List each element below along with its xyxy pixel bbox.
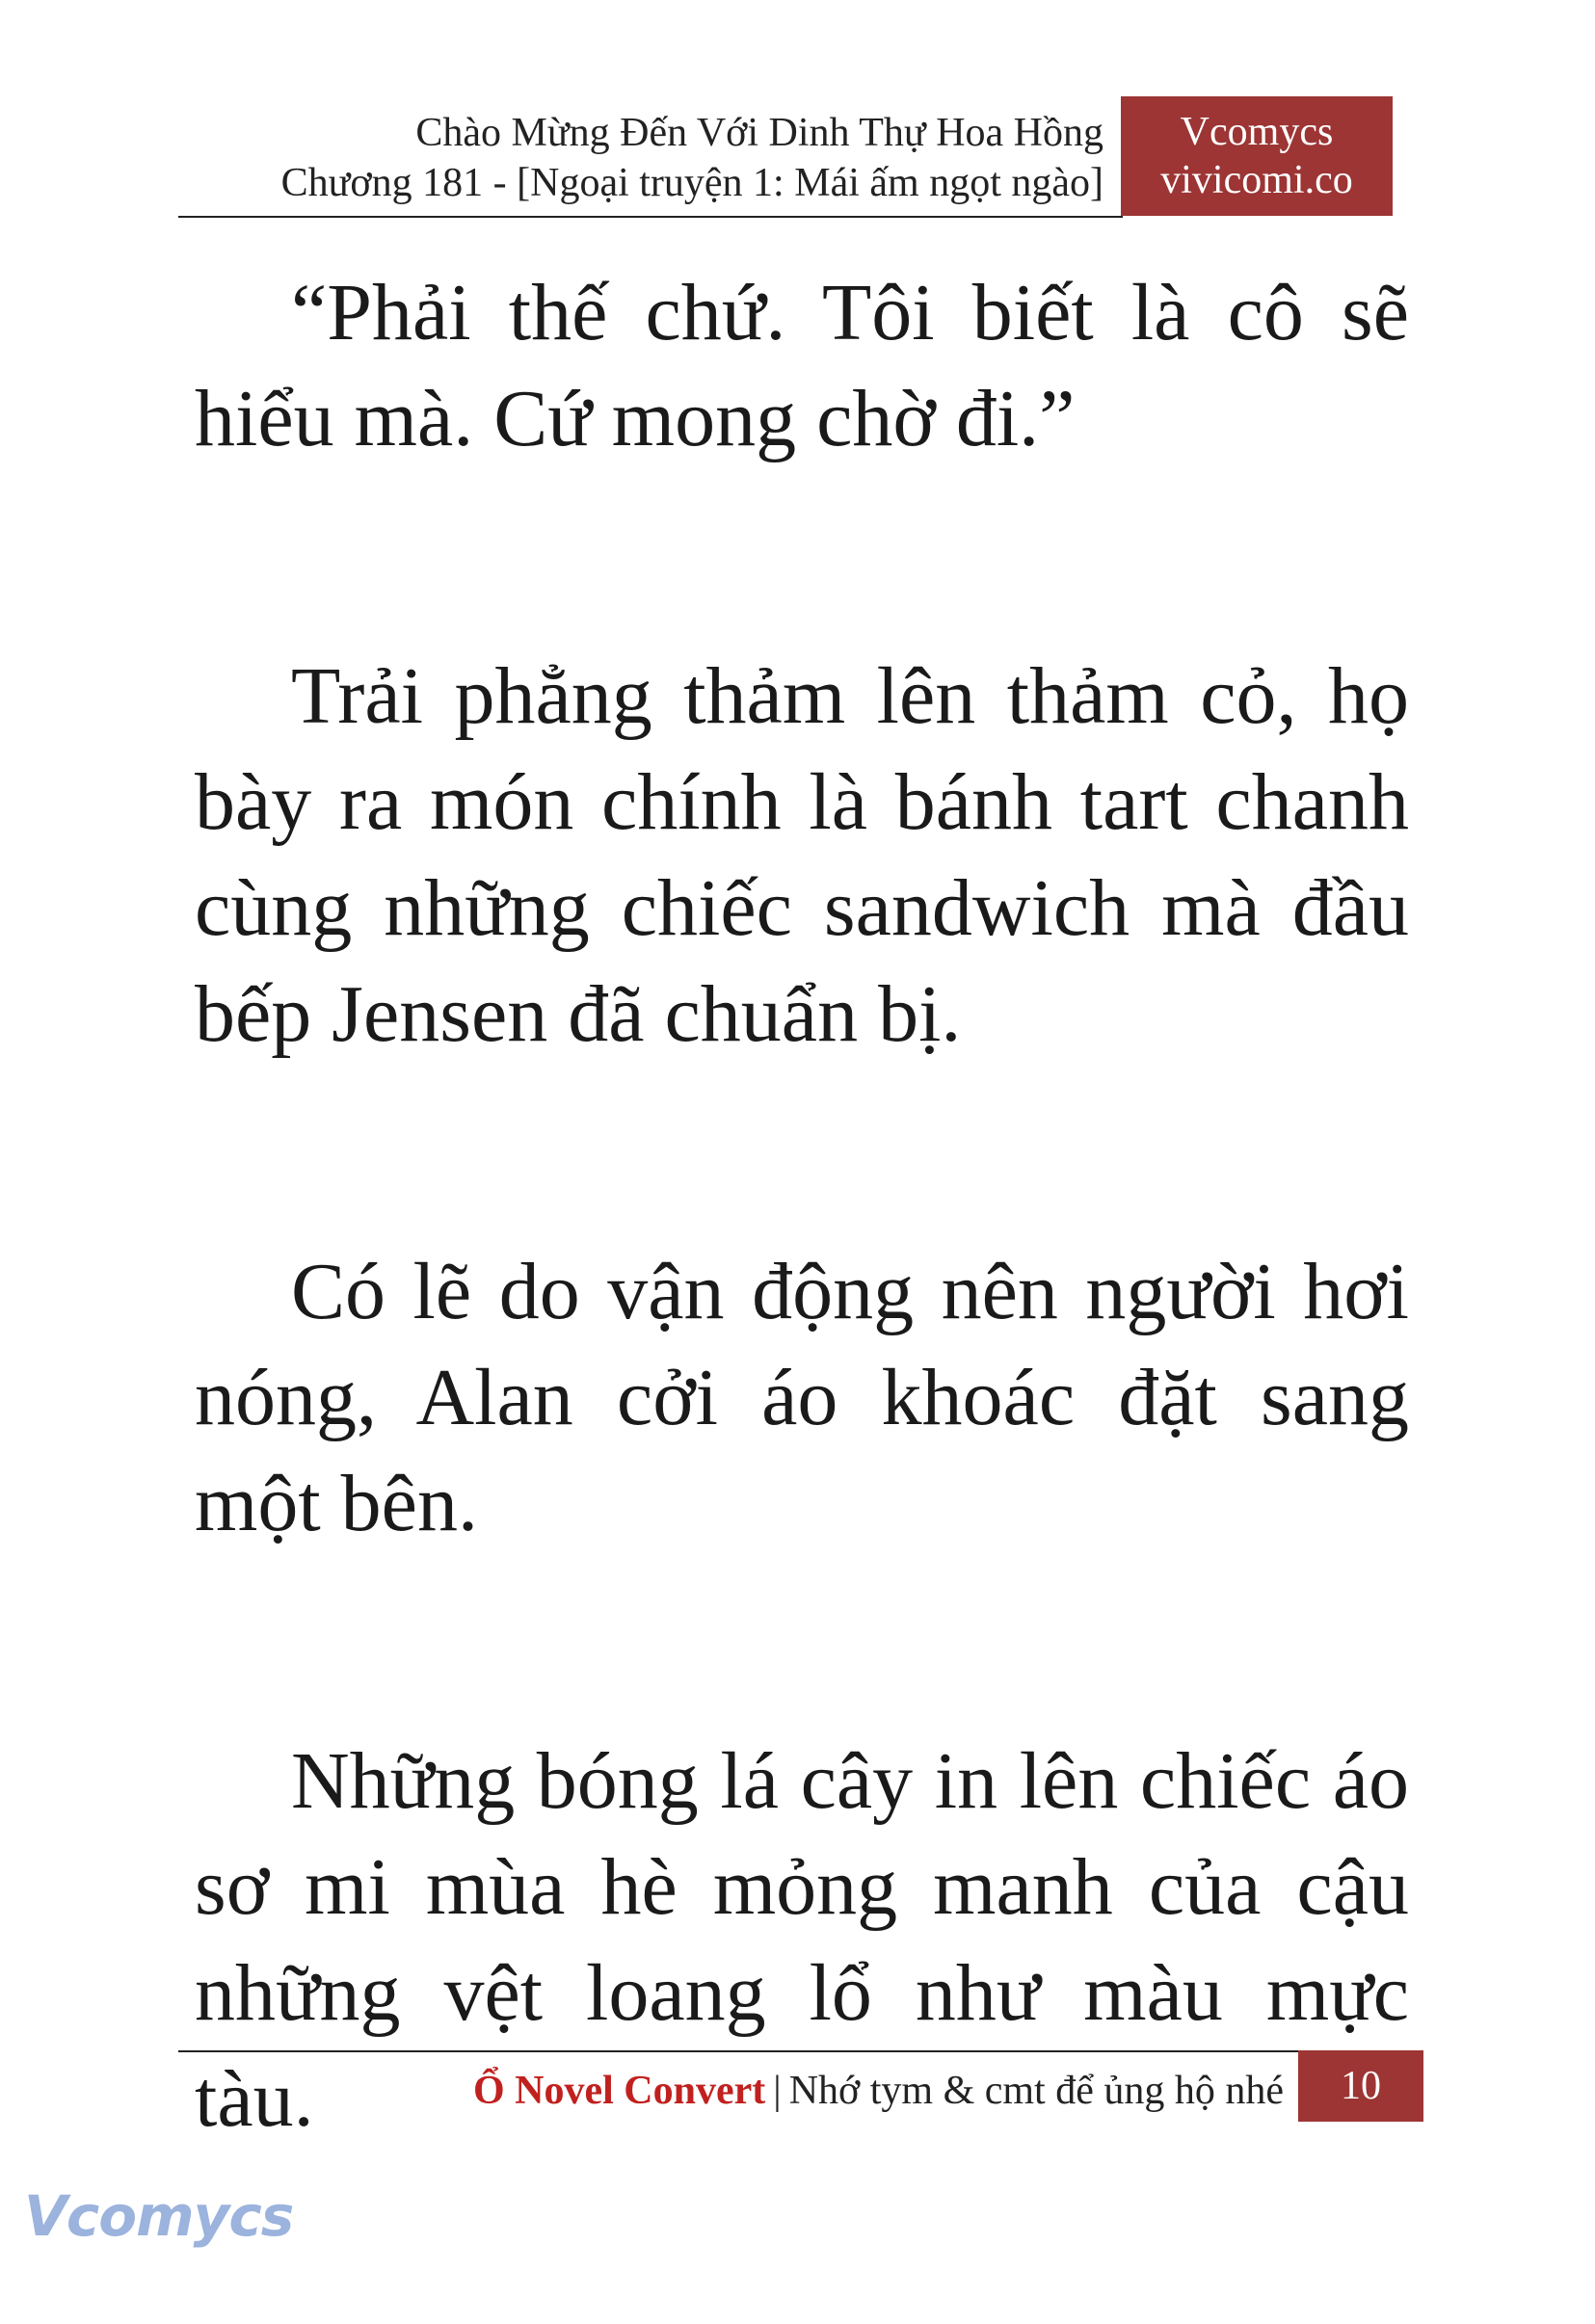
- footer-brand: Ổ Novel Convert: [472, 2069, 766, 2113]
- footer-note: Nhớ tym & cmt để ủng hộ nhé: [788, 2069, 1284, 2113]
- header-divider: [178, 216, 1123, 218]
- footer-divider: [178, 2050, 1306, 2052]
- paragraph: Trải phẳng thảm lên thảm cỏ, họ bày ra món chính là bánh tart chanh cùng những chiếc sandwich mà đầu bếp Jensen đã chuẩn bị.: [195, 651, 1409, 1059]
- book-title: Chào Mừng Đến Với Dinh Thự Hoa Hồng: [415, 111, 1103, 155]
- page-number: 10: [1298, 2050, 1423, 2122]
- watermark-logo: Vcomycs: [24, 2183, 294, 2249]
- footer-text: [473, 2062, 1284, 2120]
- paragraph: Có lẽ do vận động nên người hơi nóng, Alan cởi áo khoác đặt sang một bên.: [195, 1247, 1409, 1548]
- chapter-title: Chương 181 - [Ngoại truyện 1: Mái ấm ngọt ngào]: [280, 161, 1103, 205]
- footer-separator: |: [773, 2069, 782, 2113]
- paragraph: Những bóng lá cây in lên chiếc áo sơ mi mùa hè mỏng manh của cậu những vệt loang lổ như màu mực tàu.: [195, 1736, 1409, 2144]
- page-footer: [178, 2050, 1423, 2122]
- site-badge-name: Vcomycs: [1180, 110, 1334, 154]
- site-badge-url: vivicomi.co: [1160, 158, 1353, 202]
- chapter-body: [195, 260, 1409, 2324]
- site-badge: [1121, 96, 1393, 216]
- paragraph: “Phải thế chứ. Tôi biết là cô sẽ hiểu mà. Cứ mong chờ đi.”: [195, 268, 1409, 463]
- page-header: [178, 96, 1393, 218]
- header-text: [281, 108, 1103, 208]
